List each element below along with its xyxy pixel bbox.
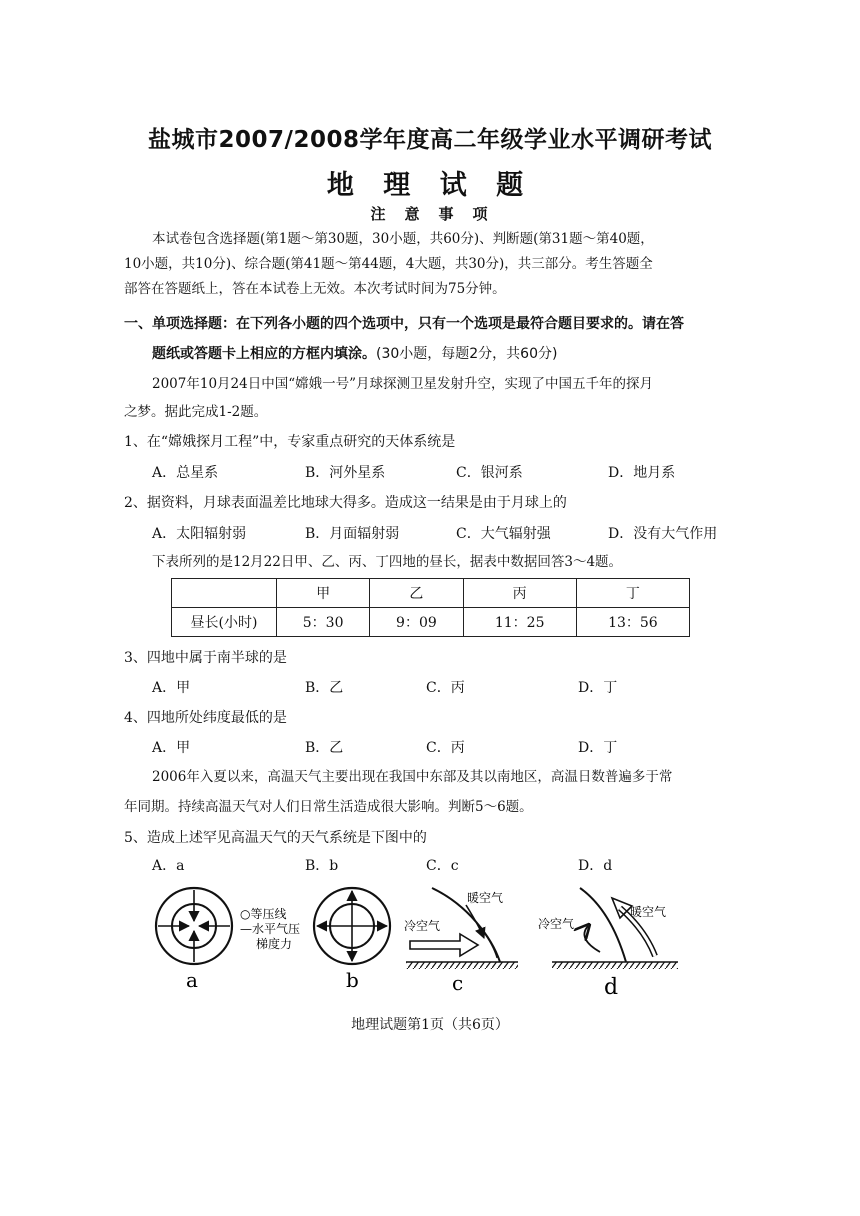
q3-option-b: B．乙 (305, 680, 344, 696)
section1-instruction: 题纸或答题卡上相应的方框内填涂。 (152, 346, 376, 362)
figure-legend (240, 906, 300, 951)
notice-line-1: 本试卷包含选择题(第1题～第30题，30小题，共60分)、判断题(第31题～第40题， (152, 231, 654, 247)
figure-c-label: c (452, 971, 464, 995)
q2-option-c: C．大气辐射强 (456, 526, 551, 542)
figure-d-cold-air: 冷空气 (538, 917, 575, 931)
page-footer: 地理试题第1页（共6页） (351, 1017, 509, 1033)
q5-option-c: C．c (426, 858, 459, 874)
q4-option-d: D．丁 (578, 740, 618, 756)
table-header-bing: 丙 (463, 579, 576, 608)
q2-stem: 2、据资料，月球表面温差比地球大得多。造成这一结果是由于月球上的 (124, 495, 567, 511)
figure-d-front-line (580, 888, 626, 962)
q1-option-b: B．河外星系 (305, 465, 386, 481)
q1-stem: 1、在“嫦娥探月工程”中，专家重点研究的天体系统是 (124, 434, 456, 450)
q5-option-d: D．d (578, 858, 613, 874)
table-intro: 下表所列的是12月22日甲、乙、丙、丁四地的昼长，据表中数据回答3～4题。 (152, 554, 623, 570)
intro1-line-2: 之梦。据此完成1-2题。 (124, 404, 268, 420)
table-cell-jia: 5：30 (277, 608, 370, 637)
figure-d-ground (552, 962, 678, 969)
q3-option-d: D．丁 (578, 680, 618, 696)
table-header-jia: 甲 (277, 579, 370, 608)
figure-b-anticyclone (314, 888, 390, 992)
figure-d-label: d (604, 975, 619, 1000)
figure-c-cold-front (404, 888, 518, 995)
subject-title: 地 理 试 题 (326, 170, 534, 201)
figure-c-cold-air: 冷空气 (404, 919, 441, 933)
table-cell-ding: 13：56 (576, 608, 689, 637)
section1-title-line1: 一、单项选择题：在下列各小题的四个选项中，只有一个选项是最符合题目要求的。请在答 (124, 316, 684, 332)
section1-score-note: (30小题，每题2分，共60分) (376, 346, 558, 362)
q2-option-d: D．没有大气作用 (608, 526, 718, 542)
q4-option-a: A．甲 (152, 740, 191, 756)
q3-stem: 3、四地中属于南半球的是 (124, 650, 287, 666)
figure-a-cyclone (156, 888, 232, 992)
notice-line-2: 10小题，共10分)、综合题(第41题～第44题，4大题，共30分)，共三部分。考生答题全 (124, 256, 653, 272)
exam-title: 盐城市2007/2008学年度高二年级学业水平调研考试 (148, 127, 712, 153)
q5-stem: 5、造成上述罕见高温天气的天气系统是下图中的 (124, 830, 427, 846)
q2-option-b: B．月面辐射弱 (305, 526, 400, 542)
figure-c-warm-air-arrow (466, 905, 484, 938)
table-cell-bing: 11：25 (463, 608, 576, 637)
notice-line-3: 部答在答题纸上，答在本试卷上无效。本次考试时间为75分钟。 (124, 281, 506, 297)
legend-isobar: ○等压线 (240, 907, 287, 921)
q1-option-a: A．总星系 (152, 465, 219, 481)
table-header-yi: 乙 (370, 579, 463, 608)
notice-heading: 注 意 事 项 (370, 205, 490, 223)
figure-a-label: a (186, 968, 198, 992)
figure-c-warm-air: 暖空气 (467, 891, 504, 905)
figure-b-label: b (346, 968, 359, 992)
figure-d-cold-air-arrow (584, 926, 600, 952)
intro2-line-1: 2006年入夏以来，高温天气主要出现在我国中东部及其以南地区，高温日数普遍多于常 (152, 769, 673, 785)
q2-option-a: A．太阳辐射弱 (152, 526, 247, 542)
intro2-line-2: 年同期。持续高温天气对人们日常生活造成很大影响。判断5～6题。 (124, 799, 533, 815)
q3-option-c: C．丙 (426, 680, 465, 696)
q3-option-a: A．甲 (152, 680, 191, 696)
q4-stem: 4、四地所处纬度最低的是 (124, 710, 287, 726)
q5-option-a: A．a (152, 858, 185, 874)
q1-option-d: D．地月系 (608, 465, 676, 481)
table-header-ding: 丁 (576, 579, 689, 608)
table-cell-yi: 9：09 (370, 608, 463, 637)
legend-force-line1: —水平气压 (240, 922, 301, 936)
table-row-label: 昼长(小时) (172, 608, 277, 637)
figure-c-ground (406, 962, 518, 969)
intro1-line-1: 2007年10月24日中国“嫦娥一号”月球探测卫星发射升空，实现了中国五千年的探月 (152, 376, 654, 392)
legend-force-line2: 梯度力 (256, 937, 293, 951)
q4-option-b: B．乙 (305, 740, 344, 756)
q1-option-c: C．银河系 (456, 465, 523, 481)
figure-d-warm-front (538, 888, 678, 1000)
q5-option-b: B．b (305, 858, 339, 874)
figure-d-warm-air: 暖空气 (630, 905, 667, 919)
q4-option-c: C．丙 (426, 740, 465, 756)
figure-c-cold-air-arrow (410, 934, 478, 956)
